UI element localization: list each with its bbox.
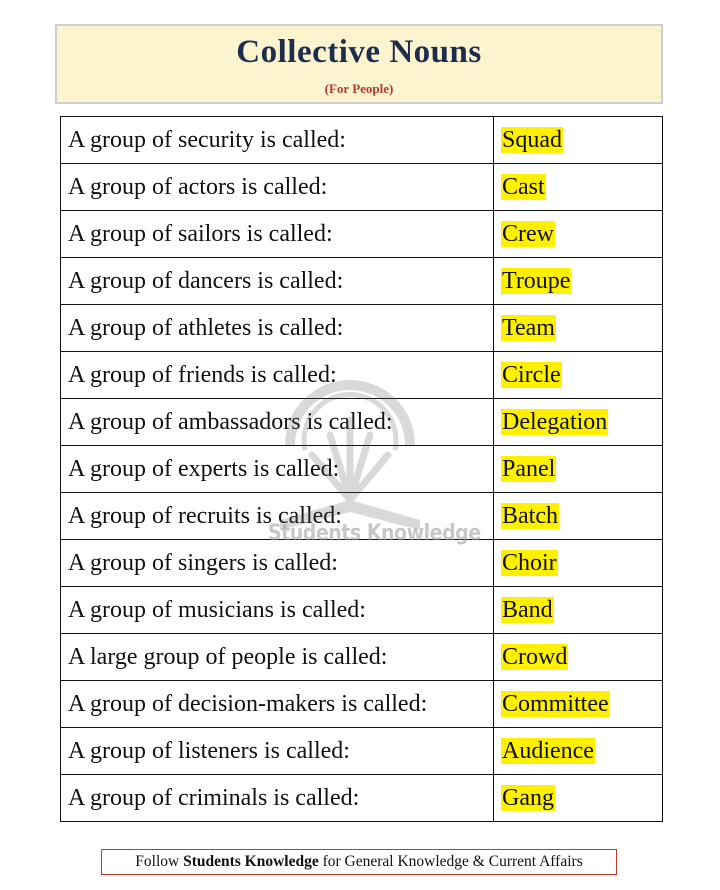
noun-cell — [494, 728, 663, 775]
noun-highlight: Batch — [502, 502, 558, 529]
noun-cell — [494, 446, 663, 493]
table-row — [61, 493, 663, 540]
phrase-cell: A group of experts is called: — [61, 446, 494, 493]
noun-highlight: Squad — [502, 126, 562, 153]
phrase-cell: A large group of people is called: — [61, 634, 494, 681]
table-row — [61, 117, 663, 164]
noun-cell — [494, 164, 663, 211]
page-subtitle: (For People) — [324, 81, 394, 96]
table-row — [61, 164, 663, 211]
table-row — [61, 258, 663, 305]
collective-nouns-table — [60, 116, 663, 822]
phrase-cell: A group of musicians is called: — [61, 587, 494, 634]
table-row — [61, 728, 663, 775]
noun-cell — [494, 493, 663, 540]
footer-credit — [101, 849, 617, 875]
noun-highlight: Circle — [502, 361, 561, 388]
table-row — [61, 211, 663, 258]
noun-highlight: Cast — [502, 173, 545, 200]
table-row — [61, 634, 663, 681]
table-row — [61, 775, 663, 822]
phrase-cell: A group of friends is called: — [61, 352, 494, 399]
phrase-cell: A group of recruits is called: — [61, 493, 494, 540]
table-row — [61, 681, 663, 728]
table-row — [61, 446, 663, 493]
table-row — [61, 399, 663, 446]
noun-cell — [494, 634, 663, 681]
noun-cell — [494, 775, 663, 822]
phrase-cell: A group of decision-makers is called: — [61, 681, 494, 728]
noun-cell — [494, 587, 663, 634]
table-row — [61, 587, 663, 634]
phrase-cell: A group of ambassadors is called: — [61, 399, 494, 446]
noun-highlight: Gang — [502, 784, 554, 811]
phrase-cell: A group of listeners is called: — [61, 728, 494, 775]
page-title: Collective Nouns — [236, 34, 482, 70]
table-row — [61, 305, 663, 352]
phrase-cell: A group of actors is called: — [61, 164, 494, 211]
watermark-text: Students Knowledge — [268, 520, 481, 546]
noun-highlight: Band — [502, 596, 553, 623]
footer-brand: Students Knowledge — [183, 853, 319, 870]
noun-highlight: Audience — [502, 737, 594, 764]
noun-highlight: Committee — [502, 690, 609, 717]
noun-cell — [494, 352, 663, 399]
noun-cell — [494, 258, 663, 305]
noun-highlight: Crowd — [502, 643, 568, 670]
noun-highlight: Team — [502, 314, 555, 341]
phrase-cell: A group of singers is called: — [61, 540, 494, 587]
noun-highlight: Choir — [502, 549, 557, 576]
footer-prefix: Follow — [135, 853, 180, 870]
noun-highlight: Troupe — [502, 267, 571, 294]
phrase-cell: A group of criminals is called: — [61, 775, 494, 822]
table-row — [61, 352, 663, 399]
noun-highlight: Panel — [502, 455, 556, 482]
phrase-cell: A group of sailors is called: — [61, 211, 494, 258]
phrase-cell: A group of dancers is called: — [61, 258, 494, 305]
noun-cell — [494, 305, 663, 352]
noun-cell — [494, 117, 663, 164]
noun-highlight: Delegation — [502, 408, 608, 435]
noun-cell — [494, 681, 663, 728]
phrase-cell: A group of security is called: — [61, 117, 494, 164]
noun-cell — [494, 211, 663, 258]
footer-suffix: for General Knowledge & Current Affairs — [322, 853, 583, 870]
noun-cell — [494, 399, 663, 446]
noun-highlight: Crew — [502, 220, 554, 247]
noun-cell — [494, 540, 663, 587]
phrase-cell: A group of athletes is called: — [61, 305, 494, 352]
table-row — [61, 540, 663, 587]
title-banner — [55, 24, 663, 104]
